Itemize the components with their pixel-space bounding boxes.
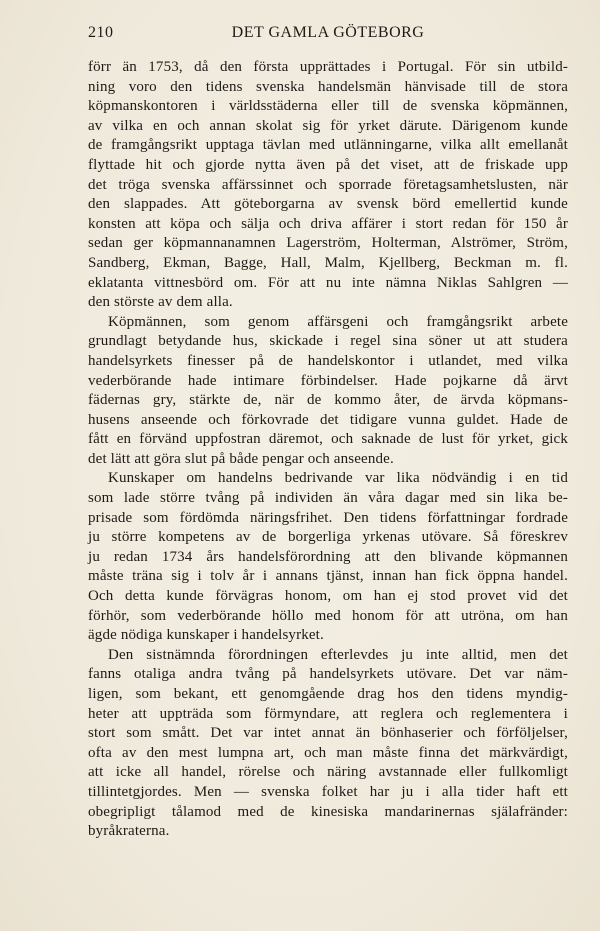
text-line: Sandberg, Ekman, Bagge, Hall, Malm, Kjellberg, Beckman m. fl. [88, 254, 568, 271]
page-number: 210 [88, 24, 114, 41]
body-text [88, 58, 568, 842]
text-line: måste träna sig i tolv år i annans tjänst, innan han fick öppna handel. [88, 568, 568, 585]
paragraph-1 [88, 58, 568, 313]
running-head [88, 24, 568, 48]
text-line: Den sistnämnda förordningen efterlevdes ju inte alltid, men det [108, 646, 568, 663]
text-line: sedan ger köpmannanamnen Lagerström, Holterman, Alströmer, Ström, [88, 235, 568, 252]
text-line: ning voro den tidens svenska handelsmän hänvisade till de stora [88, 78, 568, 95]
text-line: konsten att köpa och sälja och driva affärer i stort redan för 150 år [88, 215, 568, 232]
text-line: som lade större tvång på individen än våra dagar med sin lika be- [88, 490, 568, 507]
text-line: Kunskaper om handelns bedrivande var lika nödvändig i en tid [108, 470, 568, 487]
text-line: vederbörande hade intimare förbindelser. Hade pojkarne då ärvt [88, 372, 568, 389]
text-line: Och detta kunde förvägras honom, om han ej stod provet vid det [88, 588, 568, 605]
paragraph-4 [88, 646, 568, 842]
text-line: fanns otaliga andra tvång på handelsyrkets utövare. Det var näm- [88, 666, 568, 683]
text-line: av vilka en och annan skolat sig för yrket därute. Därigenom kunde [88, 117, 568, 134]
text-line: flyttade hit och gjorde nytta även på det viset, att de friskade upp [88, 156, 568, 173]
text-line: stort som smått. Det var intet annat än bönhaserier och förföljelser, [88, 725, 568, 742]
text-line: den störste av dem alla. [88, 294, 233, 311]
text-line: byråkraterna. [88, 823, 170, 840]
text-line: Köpmännen, som genom affärsgeni och framgångsrikt arbete [108, 313, 568, 330]
text-line: eklatanta vittnesbörd om. För att nu inte nämna Niklas Sahlgren — [88, 274, 568, 291]
text-line: de framgångsrikt upptaga tävlan med utlänningarne, vilka allt emellanåt [88, 137, 568, 154]
text-line: ägde nödiga kunskaper i handelsyrket. [88, 627, 324, 644]
text-line: heter att uppträda som förmyndare, att reglera och reglementera i [88, 705, 568, 722]
text-line: husens anseende och förkovrade det tidigare vunna guldet. Hade de [88, 411, 568, 428]
running-title: DET GAMLA GÖTEBORG [231, 24, 425, 41]
text-line: ju större kompetens av de borgerliga yrkenas utövare. Så föreskrev [88, 529, 568, 546]
text-line: ofta av den mest lumpna art, och man måste finna det märkvärdigt, [88, 744, 568, 761]
text-line: den slappades. Att göteborgarna av svensk börd emellertid kunde [88, 196, 568, 213]
text-line: det tröga svenska affärssinnet och sporrade företagsamhetslusten, när [88, 176, 568, 193]
text-line: fädernas gry, stärkte de, när de kommo åter, de ärvda köpmans- [88, 392, 568, 409]
text-line: förr än 1753, då den första upprättades i Portugal. För sin utbild- [88, 59, 568, 75]
paragraph-2 [88, 313, 568, 470]
text-line: obegripligt tålamod med de kinesiska mandarinernas själafränder: [88, 803, 568, 820]
text-line: prisade som fördömda näringsfrihet. Den tidens författningar fordrade [88, 509, 568, 526]
text-line: ju redan 1734 års handelsförordning att den blivande köpmannen [88, 548, 568, 565]
text-line: handelsyrkets finesser på de handelskontor i utlandet, med vilka [88, 352, 568, 369]
text-line: att icke all handel, rörelse och näring avstannade eller fullkomligt [88, 764, 568, 781]
text-line: tillintetgjordes. Men — svenska folket har ju i alla tider haft ett [88, 783, 568, 800]
text-line: ligen, som bekant, ett genomgående drag hos den tidens myndig- [88, 686, 568, 702]
text-line: förhör, som vederbörande höllo med honom för att utröna, om han [88, 607, 568, 624]
text-line: det lätt att göra slut på både pengar och anseende. [88, 450, 394, 467]
paragraph-3 [88, 469, 568, 645]
text-line: fått en förvänd uppfostran däremot, och saknade de lust för yrket, gick [88, 431, 568, 448]
text-line: grundlagt betydande hus, skickade i regel sina söner ut att studera [88, 333, 568, 350]
text-line: köpmanskontoren i världsstäderna eller till de svenska köpmännen, [88, 98, 568, 115]
